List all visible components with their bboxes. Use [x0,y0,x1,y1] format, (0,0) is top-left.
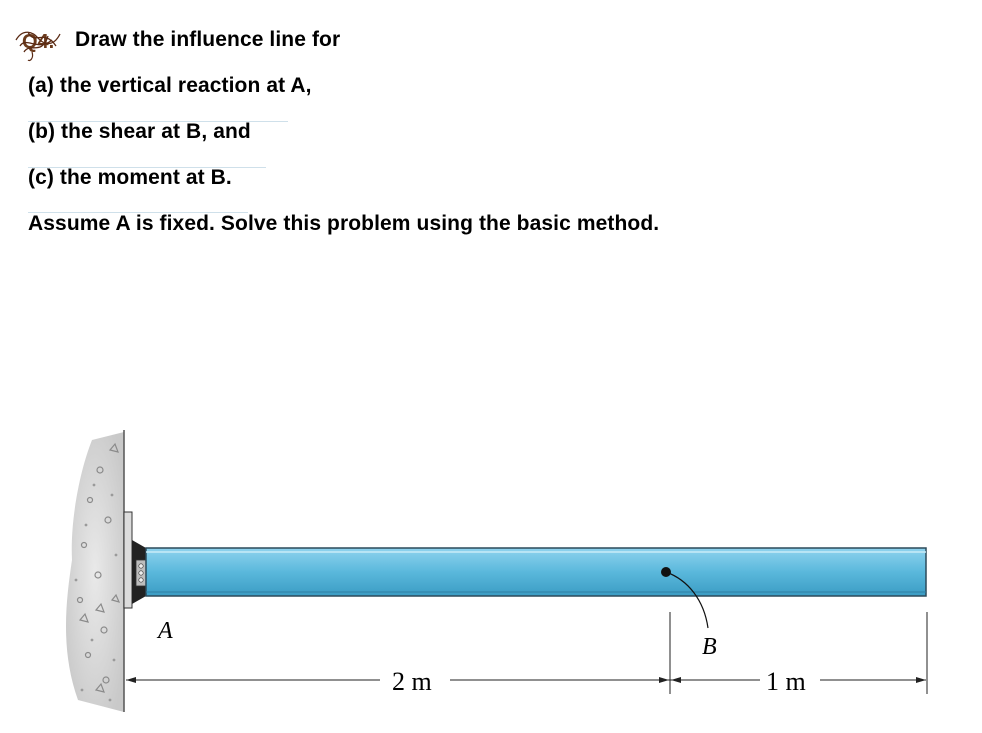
question-part-c: (c) the moment at B. [28,166,232,189]
dimension-1m: 1 m [766,667,806,696]
label-b: B [702,634,717,660]
label-a: A [158,618,173,644]
dimension-lines [126,612,927,694]
question-assumption: Assume A is fixed. Solve this problem using the basic method. [28,212,660,235]
beam [146,548,926,596]
end-plate-connection [124,512,146,608]
question-intro: Draw the influence line for [75,28,341,51]
fixed-wall-support [66,430,124,712]
question-number: Q4. [22,31,55,53]
dimension-2m: 2 m [392,667,432,696]
question-part-b: (b) the shear at B, and [28,120,251,143]
question-part-a: (a) the vertical reaction at A, [28,74,312,97]
